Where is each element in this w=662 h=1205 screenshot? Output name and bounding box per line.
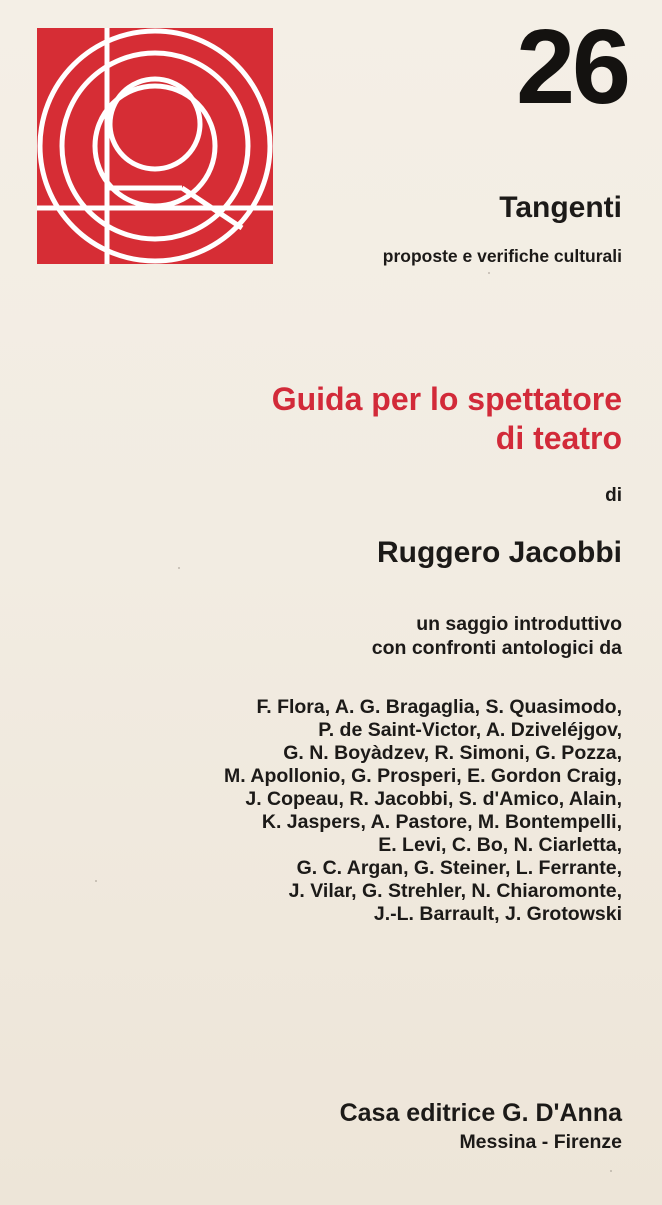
paper-speck: [488, 272, 490, 274]
author-name: Ruggero Jacobbi: [376, 536, 622, 569]
contributors-line: J.-L. Barrault, J. Grotowski: [373, 903, 622, 925]
book-title: [272, 380, 622, 458]
contributors-line: J. Vilar, G. Strehler, N. Chiaromonte,: [288, 880, 622, 902]
series-name: Tangenti: [499, 191, 622, 224]
contributors-line: G. N. Boyàdzev, R. Simoni, G. Pozza,: [283, 742, 622, 764]
series-subtitle: proposte e verifiche culturali: [382, 246, 622, 266]
book-title-line: Guida per lo spettatore: [271, 381, 622, 417]
contributors-line: P. de Saint-Victor, A. Dziveléjgov,: [318, 719, 622, 741]
description-line: un saggio introduttivo: [416, 613, 622, 635]
book-title-line: di teatro: [495, 420, 622, 456]
publisher-name: Casa editrice G. D'Anna: [339, 1099, 622, 1127]
contributors-line: G. C. Argan, G. Steiner, L. Ferrante,: [296, 857, 622, 879]
paper-speck: [95, 880, 97, 882]
contributors-line: J. Copeau, R. Jacobbi, S. d'Amico, Alain,: [245, 788, 622, 810]
publisher-cities: Messina - Firenze: [459, 1131, 622, 1153]
contributors-line: F. Flora, A. G. Bragaglia, S. Quasimodo,: [256, 696, 622, 718]
contributors-line: K. Jaspers, A. Pastore, M. Bontempelli,: [261, 811, 622, 833]
contributors-line: E. Levi, C. Bo, N. Ciarletta,: [378, 834, 622, 856]
by-label: di: [605, 485, 622, 506]
book-description: [372, 612, 622, 660]
description-line: con confronti antologici da: [371, 637, 622, 659]
paper-speck: [178, 567, 180, 569]
series-number: 26: [516, 8, 628, 126]
publisher-logo-icon: [37, 28, 273, 264]
contributors-line: M. Apollonio, G. Prosperi, E. Gordon Craig,: [224, 765, 622, 787]
contributors-list: [224, 696, 622, 926]
paper-speck: [610, 1170, 612, 1172]
